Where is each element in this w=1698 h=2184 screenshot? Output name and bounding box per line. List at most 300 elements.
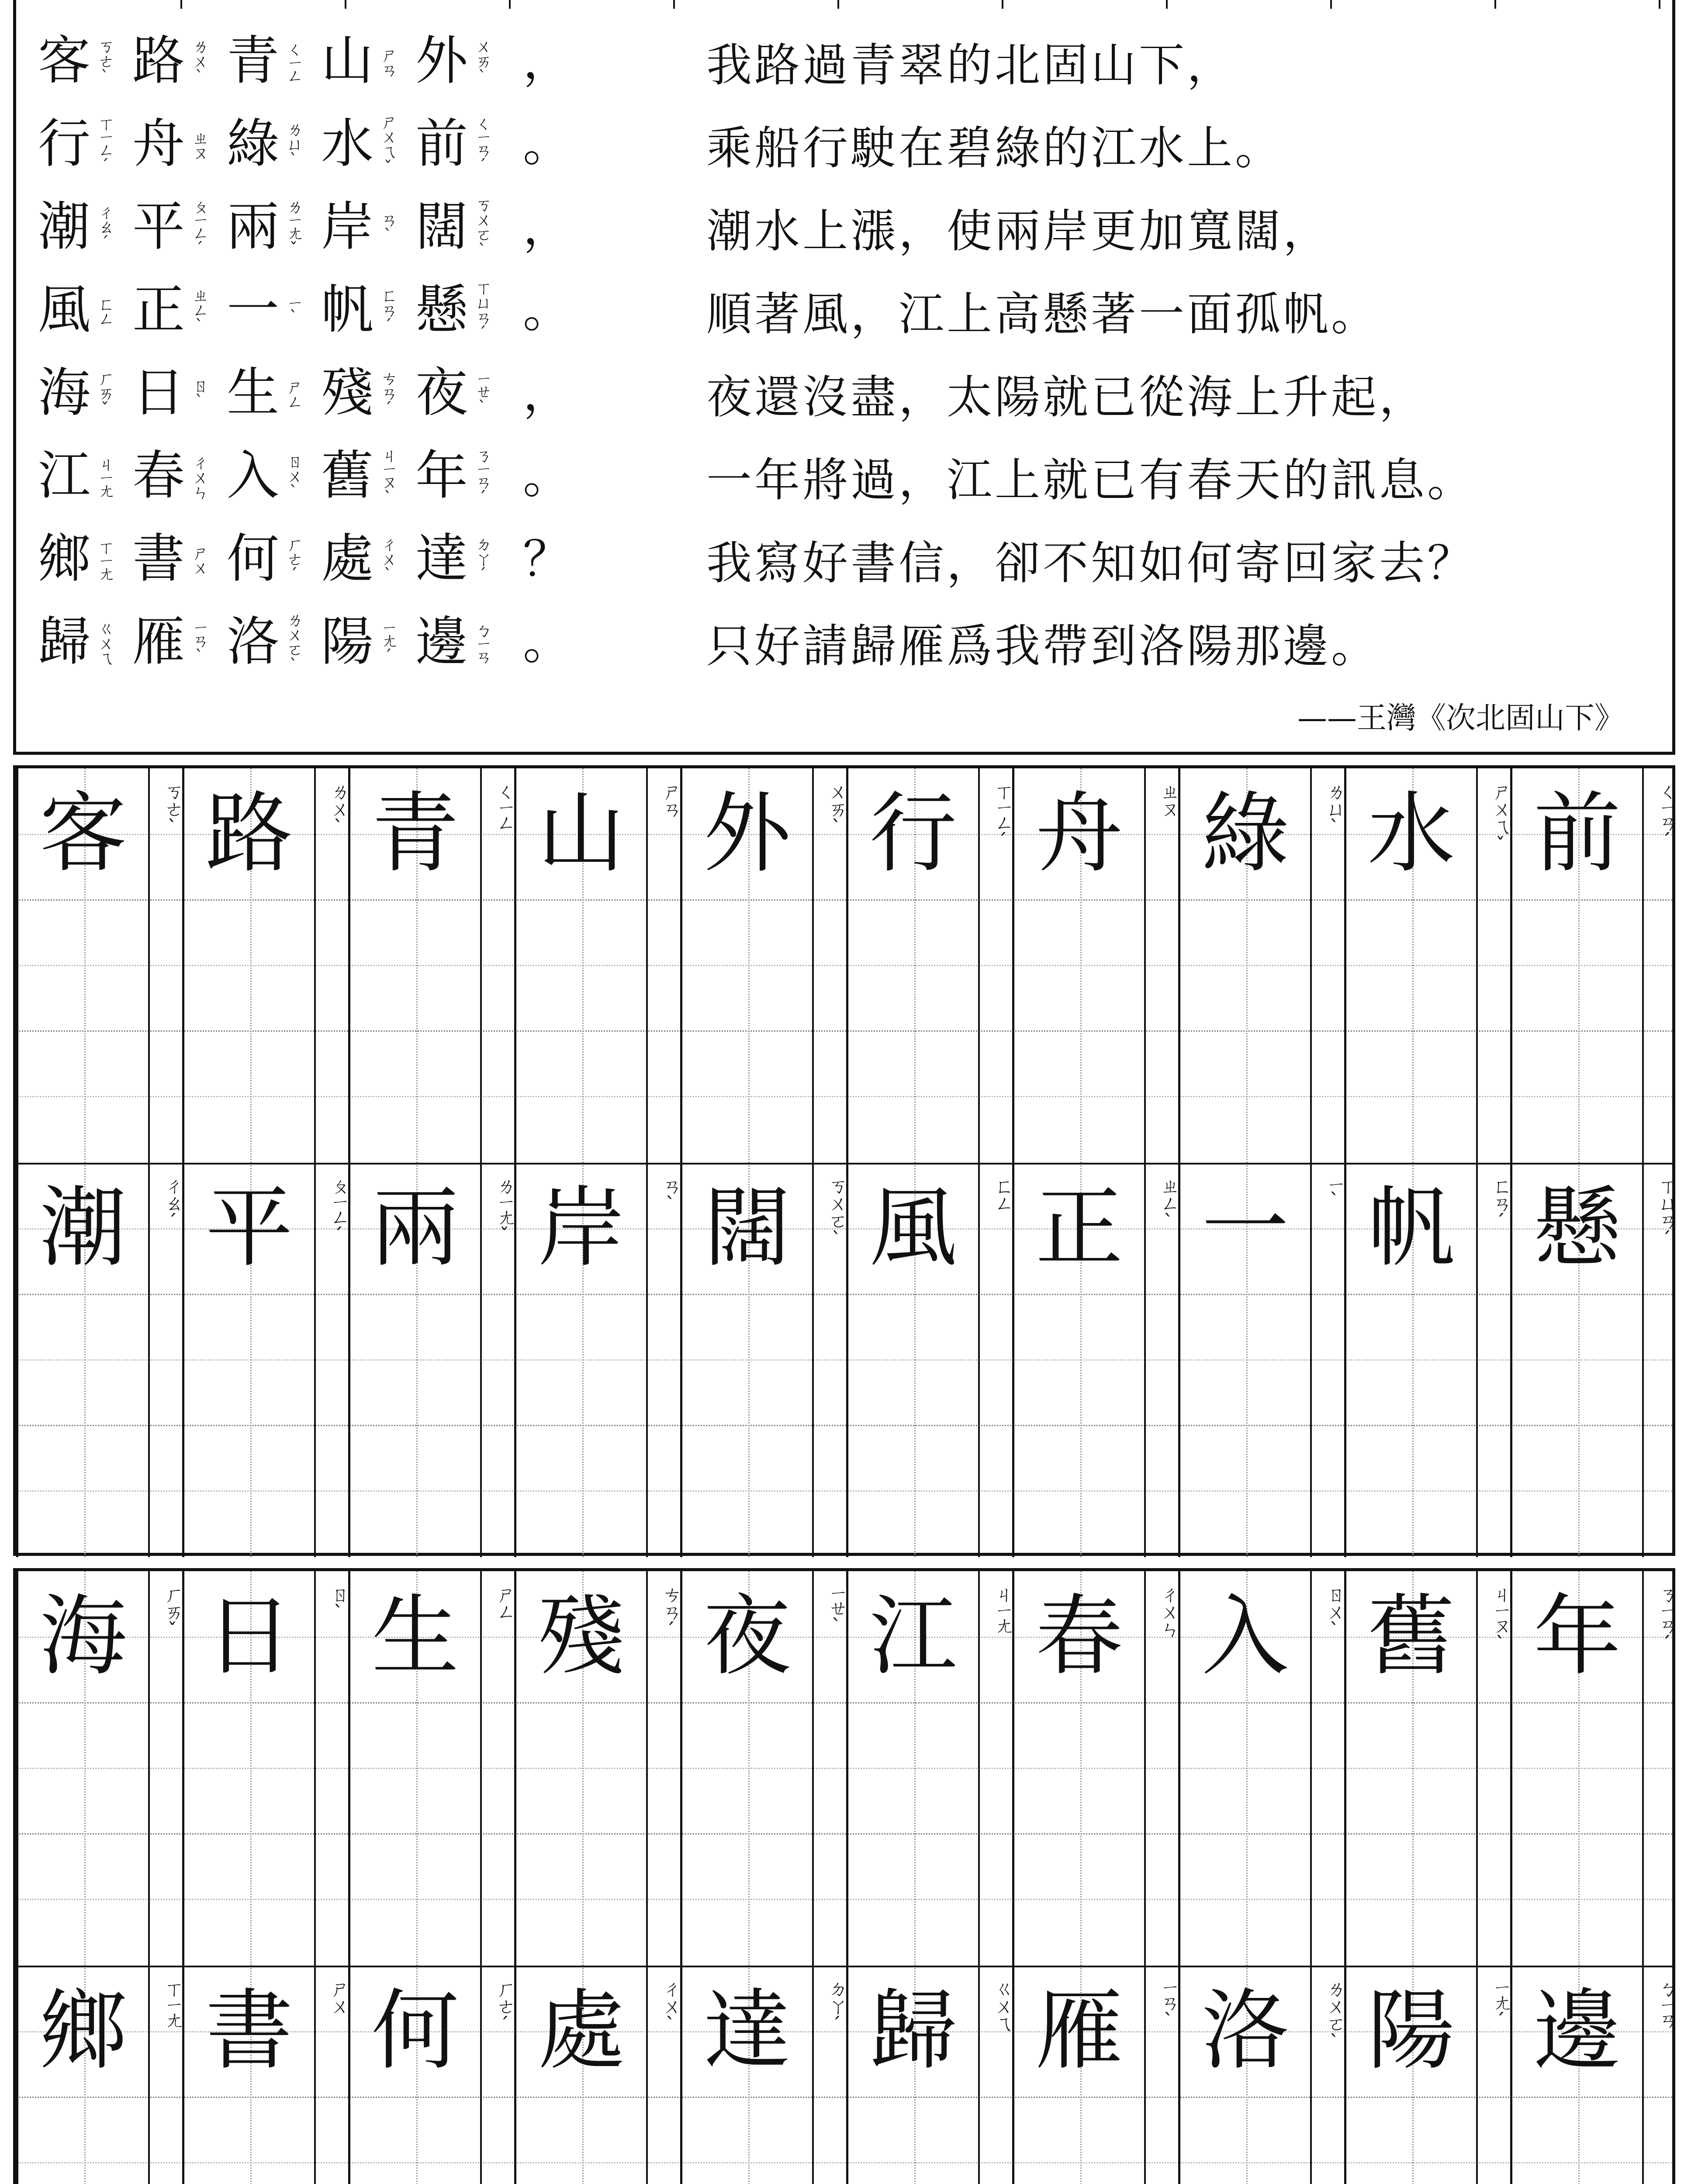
- zhuyin-strip: [1144, 1966, 1178, 2184]
- poem-char: [38, 446, 114, 506]
- model-zhuyin: ㄅㄧㄢ: [1655, 1979, 1677, 2028]
- poem-glyph: 懸: [415, 280, 468, 340]
- poem-translation: 潮水上漲，使兩岸更加寬闊，: [706, 204, 1331, 258]
- poem-glyph: 歸: [38, 612, 90, 672]
- poem-glyph: 正: [132, 280, 185, 340]
- model-zhuyin: ㄉㄚˊ: [825, 1979, 847, 2034]
- top-tick: [1494, 0, 1496, 9]
- zhuyin-strip: [1310, 1163, 1344, 1557]
- model-zhuyin: ㄌㄩˋ: [1323, 781, 1345, 837]
- poem-zhuyin: ㄎㄜˋ: [95, 38, 114, 85]
- zhuyin-strip: [148, 1163, 182, 1557]
- practice-cell: [514, 1163, 646, 1557]
- practice-cell: [348, 1966, 480, 2184]
- poem-zhuyin: ㄒㄧㄤ: [95, 538, 114, 580]
- practice-section: [16, 1163, 1677, 1557]
- poem-zhuyin: ㄓㄥˋ: [190, 287, 209, 334]
- model-character: 陽: [1367, 1980, 1455, 2082]
- zhuyin-strip: [1144, 1163, 1178, 1557]
- model-zhuyin: ㄓㄥˋ: [1157, 1176, 1179, 1231]
- poem-glyph: 岸: [321, 197, 373, 257]
- poem-zhuyin: ㄐㄧㄤ: [95, 455, 114, 497]
- model-character: 洛: [1201, 1980, 1289, 2082]
- model-character: 路: [205, 783, 293, 885]
- poem-zhuyin: ㄧㄤˊ: [378, 620, 398, 664]
- practice-cell: [348, 768, 480, 1163]
- poem-translation: 夜還沒盡，太陽就已從海上升起，: [706, 370, 1428, 424]
- zhuyin-strip: [1310, 1966, 1344, 2184]
- zhuyin-strip: [314, 1571, 348, 1966]
- practice-section: [16, 768, 1677, 1163]
- top-tick: [180, 0, 182, 9]
- zhuyin-strip: [480, 1966, 514, 2184]
- zhuyin-strip: [812, 1966, 846, 2184]
- practice-grid-top: [13, 765, 1675, 1556]
- poem-zhuyin: ㄔㄠˊ: [95, 204, 114, 251]
- practice-cell: [1178, 768, 1310, 1163]
- poem-char: [132, 31, 209, 91]
- model-character: 書: [205, 1980, 293, 2082]
- model-character: 雁: [1035, 1980, 1123, 2082]
- poem-glyph: 海: [38, 363, 90, 423]
- model-character: 邊: [1533, 1980, 1621, 2082]
- poem-glyph: 客: [38, 31, 90, 91]
- zhuyin-strip: [480, 1571, 514, 1966]
- model-zhuyin: ㄏㄞˇ: [161, 1584, 183, 1640]
- poem-char: [227, 280, 303, 340]
- model-zhuyin: ㄨㄞˋ: [825, 781, 847, 837]
- poem-punctuation: 。: [523, 282, 571, 338]
- poem-char: [321, 31, 398, 91]
- zhuyin-strip: [480, 1163, 514, 1557]
- model-zhuyin: ㄧㄝˋ: [825, 1584, 847, 1636]
- poem-glyph: 山: [321, 31, 373, 91]
- poem-char: [38, 115, 113, 173]
- poem-zhuyin: ㄧㄢˋ: [190, 620, 209, 664]
- model-character: 平: [205, 1177, 293, 1279]
- poem-glyph: 鄉: [38, 529, 90, 589]
- zhuyin-strip: [978, 768, 1012, 1163]
- practice-cell: [1510, 1966, 1642, 2184]
- poem-zhuyin: ㄢˋ: [378, 211, 398, 243]
- model-zhuyin: ㄌㄨˋ: [327, 781, 349, 837]
- poem-glyph: 行: [38, 114, 90, 174]
- zhuyin-strip: [812, 768, 846, 1163]
- poem-char: [38, 612, 114, 672]
- practice-cell: [348, 1163, 480, 1557]
- model-zhuyin: ㄐㄧㄤ: [991, 1584, 1013, 1633]
- poem-punctuation: ，: [523, 199, 571, 255]
- model-character: 潮: [39, 1177, 127, 1279]
- poem-char: [227, 529, 303, 589]
- practice-cell: [1510, 768, 1642, 1163]
- practice-cell: [1344, 768, 1476, 1163]
- poem-line: [38, 20, 571, 103]
- poem-glyph: 殘: [321, 363, 373, 423]
- poem-char: [321, 113, 396, 175]
- model-character: 海: [39, 1586, 127, 1687]
- practice-cell: [182, 1966, 314, 2184]
- practice-cell: [182, 1571, 314, 1966]
- poem-zhuyin: ㄍㄨㄟ: [95, 620, 114, 664]
- poem-zhuyin: ㄔㄨㄣ: [190, 454, 209, 498]
- poem-zhuyin: ㄏㄜˊ: [284, 536, 303, 583]
- practice-cell: [846, 1571, 978, 1966]
- poem-zhuyin: ㄏㄞˇ: [95, 370, 114, 417]
- poem-glyph: 外: [415, 31, 468, 91]
- practice-cell: [1178, 1163, 1310, 1557]
- practice-cell: [1178, 1966, 1310, 2184]
- model-zhuyin: ㄌㄧㄤˇ: [493, 1176, 515, 1245]
- zhuyin-strip: [1476, 768, 1510, 1163]
- section-divider: [16, 1163, 1672, 1165]
- practice-cell: [514, 1571, 646, 1966]
- model-character: 一: [1201, 1177, 1289, 1279]
- zhuyin-strip: [1310, 768, 1344, 1163]
- zhuyin-strip: [978, 1571, 1012, 1966]
- model-zhuyin: ㄢˋ: [659, 1176, 681, 1214]
- model-zhuyin: ㄧㄤˊ: [1489, 1979, 1511, 2031]
- model-character: 山: [537, 783, 625, 885]
- poem-zhuyin: ㄌㄨˋ: [190, 38, 209, 85]
- poem-glyph: 水: [321, 114, 373, 174]
- model-zhuyin: ㄑㄧㄢˊ: [1655, 781, 1677, 851]
- poem-zhuyin: ㄐㄧㄡˋ: [378, 446, 398, 506]
- model-character: 青: [371, 783, 459, 885]
- model-zhuyin: ㄆㄧㄥˊ: [327, 1176, 349, 1245]
- poem-translation: 我寫好書信，卻不知如何寄回家去？: [706, 536, 1476, 590]
- poem-zhuyin: ㄧˋ: [284, 295, 303, 325]
- poem-glyph: 一: [227, 280, 279, 340]
- poem-zhuyin: ㄒㄩㄢˊ: [473, 279, 492, 341]
- model-zhuyin: ㄖㄨˋ: [1323, 1584, 1345, 1640]
- poem-glyph: 夜: [415, 363, 468, 423]
- model-zhuyin: ㄏㄜˊ: [493, 1979, 515, 2034]
- poem-translation: 順著風，江上高懸著一面孤帆。: [706, 287, 1380, 341]
- model-zhuyin: ㄒㄧㄥˊ: [991, 781, 1013, 851]
- poem-zhuyin: ㄉㄚˊ: [473, 536, 492, 583]
- model-zhuyin: ㄔㄠˊ: [161, 1176, 183, 1231]
- zhuyin-strip: [1476, 1163, 1510, 1557]
- top-tick: [345, 0, 346, 9]
- poem-line: [38, 601, 571, 684]
- top-tick: [509, 0, 511, 9]
- model-character: 鄉: [39, 1980, 127, 2082]
- zhuyin-strip: [646, 1163, 680, 1557]
- practice-cell: [1012, 1163, 1144, 1557]
- poem-glyph: 達: [415, 529, 468, 589]
- practice-cell: [514, 1966, 646, 2184]
- model-zhuyin: ㄎㄜˋ: [161, 781, 183, 837]
- model-character: 正: [1035, 1177, 1123, 1279]
- model-zhuyin: ㄌㄨㄛˋ: [1323, 1979, 1345, 2052]
- poem-zhuyin: ㄅㄧㄢ: [473, 621, 492, 663]
- model-zhuyin: ㄐㄧㄡˋ: [1489, 1584, 1511, 1654]
- poem-line: [38, 518, 571, 601]
- practice-cell: [16, 1163, 148, 1557]
- poem-zhuyin: ㄧㄝˋ: [473, 371, 492, 415]
- poem-char: [227, 611, 302, 673]
- zhuyin-strip: [1476, 1571, 1510, 1966]
- poem-glyph: 風: [38, 280, 90, 340]
- practice-cell: [846, 1163, 978, 1557]
- model-zhuyin: ㄒㄩㄢˊ: [1655, 1176, 1677, 1249]
- poem-glyph: 潮: [38, 197, 90, 257]
- practice-grid-bottom: [13, 1568, 1675, 2184]
- top-ticks: [16, 0, 1672, 9]
- model-character: 客: [39, 783, 127, 885]
- model-zhuyin: ㄧˋ: [1323, 1176, 1345, 1210]
- poem-zhuyin: ㄈㄢˊ: [378, 287, 398, 334]
- practice-cell: [680, 1571, 812, 1966]
- poem-char: [415, 612, 492, 672]
- poem-zhuyin: ㄑㄧㄥ: [284, 40, 303, 82]
- poem-char: [321, 447, 396, 505]
- model-zhuyin: ㄕㄥ: [493, 1584, 515, 1619]
- poem-char: [132, 198, 207, 256]
- poem-glyph: 洛: [227, 612, 279, 672]
- poem-char: [132, 363, 209, 423]
- practice-cell: [680, 768, 812, 1163]
- poem-punctuation: 。: [523, 448, 571, 504]
- poem-glyph: 日: [132, 363, 185, 423]
- poem-zhuyin: ㄋㄧㄢˊ: [473, 446, 492, 506]
- practice-cell: [348, 1571, 480, 1966]
- model-zhuyin: ㄈㄥ: [991, 1176, 1013, 1211]
- poem-zhuyin: ㄖˋ: [190, 377, 209, 409]
- model-zhuyin: ㄎㄨㄛˋ: [825, 1176, 847, 1249]
- model-character: 岸: [537, 1177, 625, 1279]
- zhuyin-strip: [480, 768, 514, 1163]
- practice-cell: [182, 1163, 314, 1557]
- poem-box: [13, 0, 1675, 755]
- practice-cell: [16, 1571, 148, 1966]
- model-character: 春: [1035, 1586, 1123, 1687]
- poem-char: [132, 529, 209, 589]
- zhuyin-strip: [314, 1163, 348, 1557]
- model-zhuyin: ㄑㄧㄥ: [493, 781, 515, 830]
- model-character: 處: [537, 1980, 625, 2082]
- poem-punctuation: 。: [523, 116, 571, 172]
- practice-cell: [846, 1966, 978, 2184]
- poem-char: [321, 280, 398, 340]
- poem-char: [415, 529, 492, 589]
- poem-line: [38, 269, 571, 352]
- poem-zhuyin: ㄕㄨㄟˇ: [378, 113, 398, 175]
- practice-cell: [1510, 1571, 1642, 1966]
- poem-glyph: 年: [415, 446, 468, 506]
- poem-zhuyin: ㄒㄧㄥˊ: [95, 114, 114, 174]
- poem-glyph: 書: [132, 529, 185, 589]
- zhuyin-strip: [1476, 1966, 1510, 2184]
- poem-glyph: 平: [132, 197, 185, 257]
- practice-cell: [1012, 768, 1144, 1163]
- poem-glyph: 邊: [415, 612, 468, 672]
- poem-glyph: 處: [321, 529, 373, 589]
- poem-char: [227, 446, 303, 506]
- zhuyin-strip: [1642, 1163, 1676, 1557]
- poem-line: [38, 352, 571, 435]
- model-zhuyin: ㄒㄧㄤ: [161, 1979, 183, 2028]
- model-character: 歸: [869, 1980, 957, 2082]
- poem-zhuyin: ㄑㄧㄢˊ: [473, 114, 492, 174]
- zhuyin-strip: [148, 1966, 182, 2184]
- zhuyin-strip: [314, 768, 348, 1163]
- poem-char: [321, 197, 398, 257]
- poem-glyph: 前: [415, 114, 468, 174]
- model-character: 外: [703, 783, 791, 885]
- poem-zhuyin: ㄕㄥ: [284, 378, 303, 408]
- practice-cell: [680, 1966, 812, 2184]
- poem-punctuation: ？: [523, 531, 571, 587]
- zhuyin-strip: [1144, 768, 1178, 1163]
- model-character: 入: [1201, 1586, 1289, 1687]
- model-zhuyin: ㄓㄡ: [1157, 781, 1179, 816]
- top-tick: [673, 0, 675, 9]
- zhuyin-strip: [1310, 1571, 1344, 1966]
- model-character: 綠: [1201, 783, 1289, 885]
- model-character: 闊: [703, 1177, 791, 1279]
- zhuyin-strip: [646, 1966, 680, 2184]
- poem-zhuyin: ㄕㄨ: [190, 544, 209, 574]
- poem-char: [227, 31, 303, 91]
- poem-zhuyin: ㄌㄩˋ: [284, 121, 303, 168]
- practice-cell: [1178, 1571, 1310, 1966]
- zhuyin-strip: [646, 1571, 680, 1966]
- poem-glyph: 雁: [132, 612, 185, 672]
- poem-glyph: 舊: [321, 446, 373, 506]
- model-character: 殘: [537, 1586, 625, 1687]
- poem-zhuyin: ㄖㄨˋ: [284, 453, 303, 500]
- model-character: 舟: [1035, 783, 1123, 885]
- practice-cell: [1510, 1163, 1642, 1557]
- zhuyin-strip: [1642, 1966, 1676, 2184]
- poem-char: [132, 280, 209, 340]
- poem-glyph: 舟: [132, 114, 185, 174]
- zhuyin-strip: [148, 1571, 182, 1966]
- poem-char: [415, 447, 491, 505]
- zhuyin-strip: [1642, 1571, 1676, 1966]
- poem-char: [38, 529, 114, 589]
- zhuyin-strip: [978, 1163, 1012, 1557]
- poem-zhuyin: ㄌㄧㄤˇ: [284, 197, 303, 257]
- model-character: 兩: [371, 1177, 459, 1279]
- poem-zhuyin: ㄆㄧㄥˊ: [190, 197, 209, 257]
- top-tick: [1002, 0, 1003, 9]
- top-tick: [1166, 0, 1168, 9]
- poem-char: [132, 114, 209, 174]
- poem-glyph: 入: [227, 446, 279, 506]
- poem-glyph: 何: [227, 529, 279, 589]
- poem-zhuyin: ㄎㄨㄛˋ: [473, 196, 492, 258]
- poem-zhuyin: ㄨㄞˋ: [473, 38, 492, 85]
- poem-char: [38, 197, 114, 257]
- poem-zhuyin: ㄔㄨˋ: [378, 536, 398, 583]
- model-zhuyin: ㄋㄧㄢˊ: [1655, 1584, 1677, 1654]
- poem-char: [227, 363, 303, 423]
- zhuyin-strip: [1642, 768, 1676, 1163]
- model-zhuyin: ㄕㄢ: [659, 781, 681, 816]
- zhuyin-strip: [1144, 1571, 1178, 1966]
- poem-char: [38, 280, 114, 340]
- zhuyin-strip: [812, 1571, 846, 1966]
- poem-glyph: 帆: [321, 280, 373, 340]
- model-character: 帆: [1367, 1177, 1455, 1279]
- practice-cell: [846, 768, 978, 1163]
- poem-char: [415, 115, 491, 173]
- poem-char: [321, 529, 398, 589]
- practice-section: [16, 1966, 1677, 2184]
- poem-zhuyin: ㄘㄢˊ: [378, 370, 398, 417]
- poem-punctuation: ，: [523, 365, 571, 421]
- poem-char: [321, 363, 398, 423]
- practice-cell: [680, 1163, 812, 1557]
- poem-char: [38, 363, 114, 423]
- poem-line: [38, 435, 571, 518]
- model-character: 行: [869, 783, 957, 885]
- poem-line: [38, 103, 571, 186]
- model-zhuyin: ㄘㄢˊ: [659, 1584, 681, 1640]
- model-zhuyin: ㄧㄢˋ: [1157, 1979, 1179, 2031]
- practice-cell: [182, 768, 314, 1163]
- model-character: 生: [371, 1586, 459, 1687]
- poem-char: [132, 446, 209, 506]
- model-character: 江: [869, 1586, 957, 1687]
- practice-cell: [16, 1966, 148, 2184]
- zhuyin-strip: [148, 768, 182, 1163]
- model-zhuyin: ㄍㄨㄟ: [991, 1979, 1013, 2031]
- poem-punctuation: ，: [523, 33, 571, 89]
- model-character: 水: [1367, 783, 1455, 885]
- practice-cell: [1344, 1571, 1476, 1966]
- practice-cell: [16, 768, 148, 1163]
- practice-cell: [1012, 1571, 1144, 1966]
- section-divider: [16, 1966, 1672, 1967]
- model-character: 舊: [1367, 1586, 1455, 1687]
- top-tick: [837, 0, 839, 9]
- poem-attribution: ——王灣《次北固山下》: [1297, 701, 1624, 736]
- poem-translation: 我路過青翠的北固山下，: [706, 38, 1235, 92]
- poem-char: [321, 612, 398, 672]
- poem-char: [415, 279, 491, 341]
- poem-glyph: 江: [38, 446, 90, 506]
- model-zhuyin: ㄈㄢˊ: [1489, 1176, 1511, 1231]
- poem-glyph: 春: [132, 446, 185, 506]
- poem-char: [415, 363, 492, 423]
- poem-glyph: 闊: [415, 197, 468, 257]
- poem-zhuyin: ㄕㄢ: [378, 46, 398, 76]
- top-tick: [1659, 0, 1660, 9]
- poem-char: [132, 612, 209, 672]
- poem-glyph: 青: [227, 31, 279, 91]
- model-character: 達: [703, 1980, 791, 2082]
- model-zhuyin: ㄔㄨㄣ: [1157, 1584, 1179, 1637]
- practice-cell: [514, 768, 646, 1163]
- model-zhuyin: ㄕㄨㄟˇ: [1489, 781, 1511, 854]
- poem-punctuation: 。: [523, 614, 571, 670]
- model-character: 風: [869, 1177, 957, 1279]
- practice-cell: [1012, 1966, 1144, 2184]
- poem-zhuyin: ㄌㄨㄛˋ: [284, 611, 303, 673]
- zhuyin-strip: [812, 1163, 846, 1557]
- model-character: 懸: [1533, 1177, 1621, 1279]
- model-character: 前: [1533, 783, 1621, 885]
- practice-section: [16, 1571, 1677, 1966]
- poem-char: [38, 31, 114, 91]
- poem-char: [227, 114, 303, 174]
- poem-translation: 乘船行駛在碧綠的江水上。: [706, 121, 1283, 175]
- poem-zhuyin: ㄓㄡ: [190, 129, 209, 159]
